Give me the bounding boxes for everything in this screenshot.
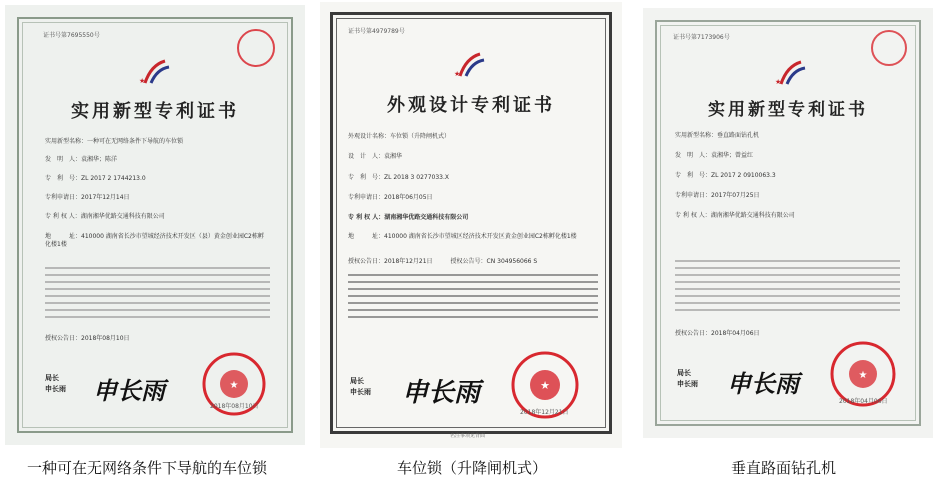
director-label: 局长 申长雨 (45, 374, 66, 393)
field-name: 实用新型名称：垂直路面钻孔机 (675, 132, 760, 139)
field-patentee: 专 利 权 人：湖南湘华优路交通科技有限公司 (348, 214, 469, 221)
field-application-date: 专利申请日：2017年07月25日 (675, 192, 760, 199)
certificate-title: 外观设计专利证书 (387, 95, 555, 116)
director-signature: 申长雨 (93, 376, 165, 405)
field-name: 外观设计名称：车位锁（升降闸机式） (348, 133, 451, 140)
field-address: 地 址：410000 湖南省长沙市望城区经济技术开发区黄金创业园C2栋孵化楼1楼 (348, 233, 577, 240)
top-seal (237, 29, 275, 67)
certificate-body-text (45, 267, 270, 323)
director-signature: 申长雨 (727, 369, 799, 398)
patent-office-logo (450, 50, 490, 80)
svg-text:★: ★ (139, 77, 146, 85)
field-inventor: 发 明 人：袁湘华；陈洋 (45, 156, 118, 163)
field-patent-number: 专 利 号：ZL 2017 2 1744213.0 (45, 175, 146, 182)
svg-text:★: ★ (454, 70, 461, 78)
certificate-serial: 证书号第7695550号 (43, 32, 100, 39)
certificate-1 (5, 5, 305, 445)
caption-certificate-2: 车位锁（升降闸机式） (397, 459, 548, 477)
field-patent-number: 专 利 号：ZL 2017 2 0910063.3 (675, 172, 776, 179)
field-grant-date: 授权公告日：2018年04月06日 (675, 330, 760, 337)
director-label: 局长 申长雨 (350, 377, 371, 396)
caption-certificate-3: 垂直路面钻孔机 (731, 459, 837, 477)
svg-text:★: ★ (858, 370, 868, 381)
field-patent-number: 专 利 号：ZL 2018 3 0277033.X (348, 174, 450, 181)
field-application-date: 专利申请日：2018年06月05日 (348, 194, 433, 201)
certificate-serial: 证书号第7173906号 (673, 34, 730, 41)
director-label: 局长 申长雨 (677, 369, 698, 388)
patent-office-logo (771, 58, 811, 88)
field-inventor: 发 明 人：袁湘华；曾益红 (675, 152, 754, 159)
svg-text:★: ★ (775, 78, 782, 86)
certificate-body-text (348, 274, 598, 323)
field-address: 地 址：410000 湖南省长沙市望城经济技术开发区（县）黄金创业园C2栋孵化楼1楼 (45, 233, 264, 248)
svg-text:★: ★ (540, 379, 550, 392)
field-patentee: 专 利 权 人：湖南湘华优路交通科技有限公司 (675, 212, 795, 219)
field-patentee: 专 利 权 人：湖南湘华优路交通科技有限公司 (45, 213, 165, 220)
footer-note: 名注事项见背面 (450, 433, 486, 439)
signature-date: 2018年04月06日 (839, 398, 888, 405)
field-name: 实用新型名称：一种可在无网络条件下导航的车位锁 (45, 138, 184, 145)
certificate-2 (320, 2, 622, 448)
signature-date: 2018年08月10日 (210, 403, 259, 410)
top-seal (871, 30, 907, 66)
patent-office-logo (135, 57, 175, 87)
field-designer: 设 计 人：袁湘华 (348, 153, 403, 160)
field-application-date: 专利申请日：2017年12月14日 (45, 194, 130, 201)
certificate-serial: 证书号第4979789号 (348, 28, 405, 35)
certificate-3 (643, 8, 933, 438)
director-signature: 申长雨 (402, 378, 481, 408)
field-grant-date: 授权公告日：2018年12月21日 授权公告号：CN 304956066 S (348, 258, 538, 265)
certificate-body-text (675, 260, 900, 316)
certificate-title: 实用新型专利证书 (708, 100, 868, 120)
certificate-title: 实用新型专利证书 (71, 101, 239, 122)
field-grant-date: 授权公告日：2018年08月10日 (45, 335, 130, 342)
svg-text:★: ★ (229, 380, 239, 391)
signature-date: 2018年12月21日 (520, 409, 569, 416)
caption-certificate-1: 一种可在无网络条件下导航的车位锁 (27, 459, 268, 477)
